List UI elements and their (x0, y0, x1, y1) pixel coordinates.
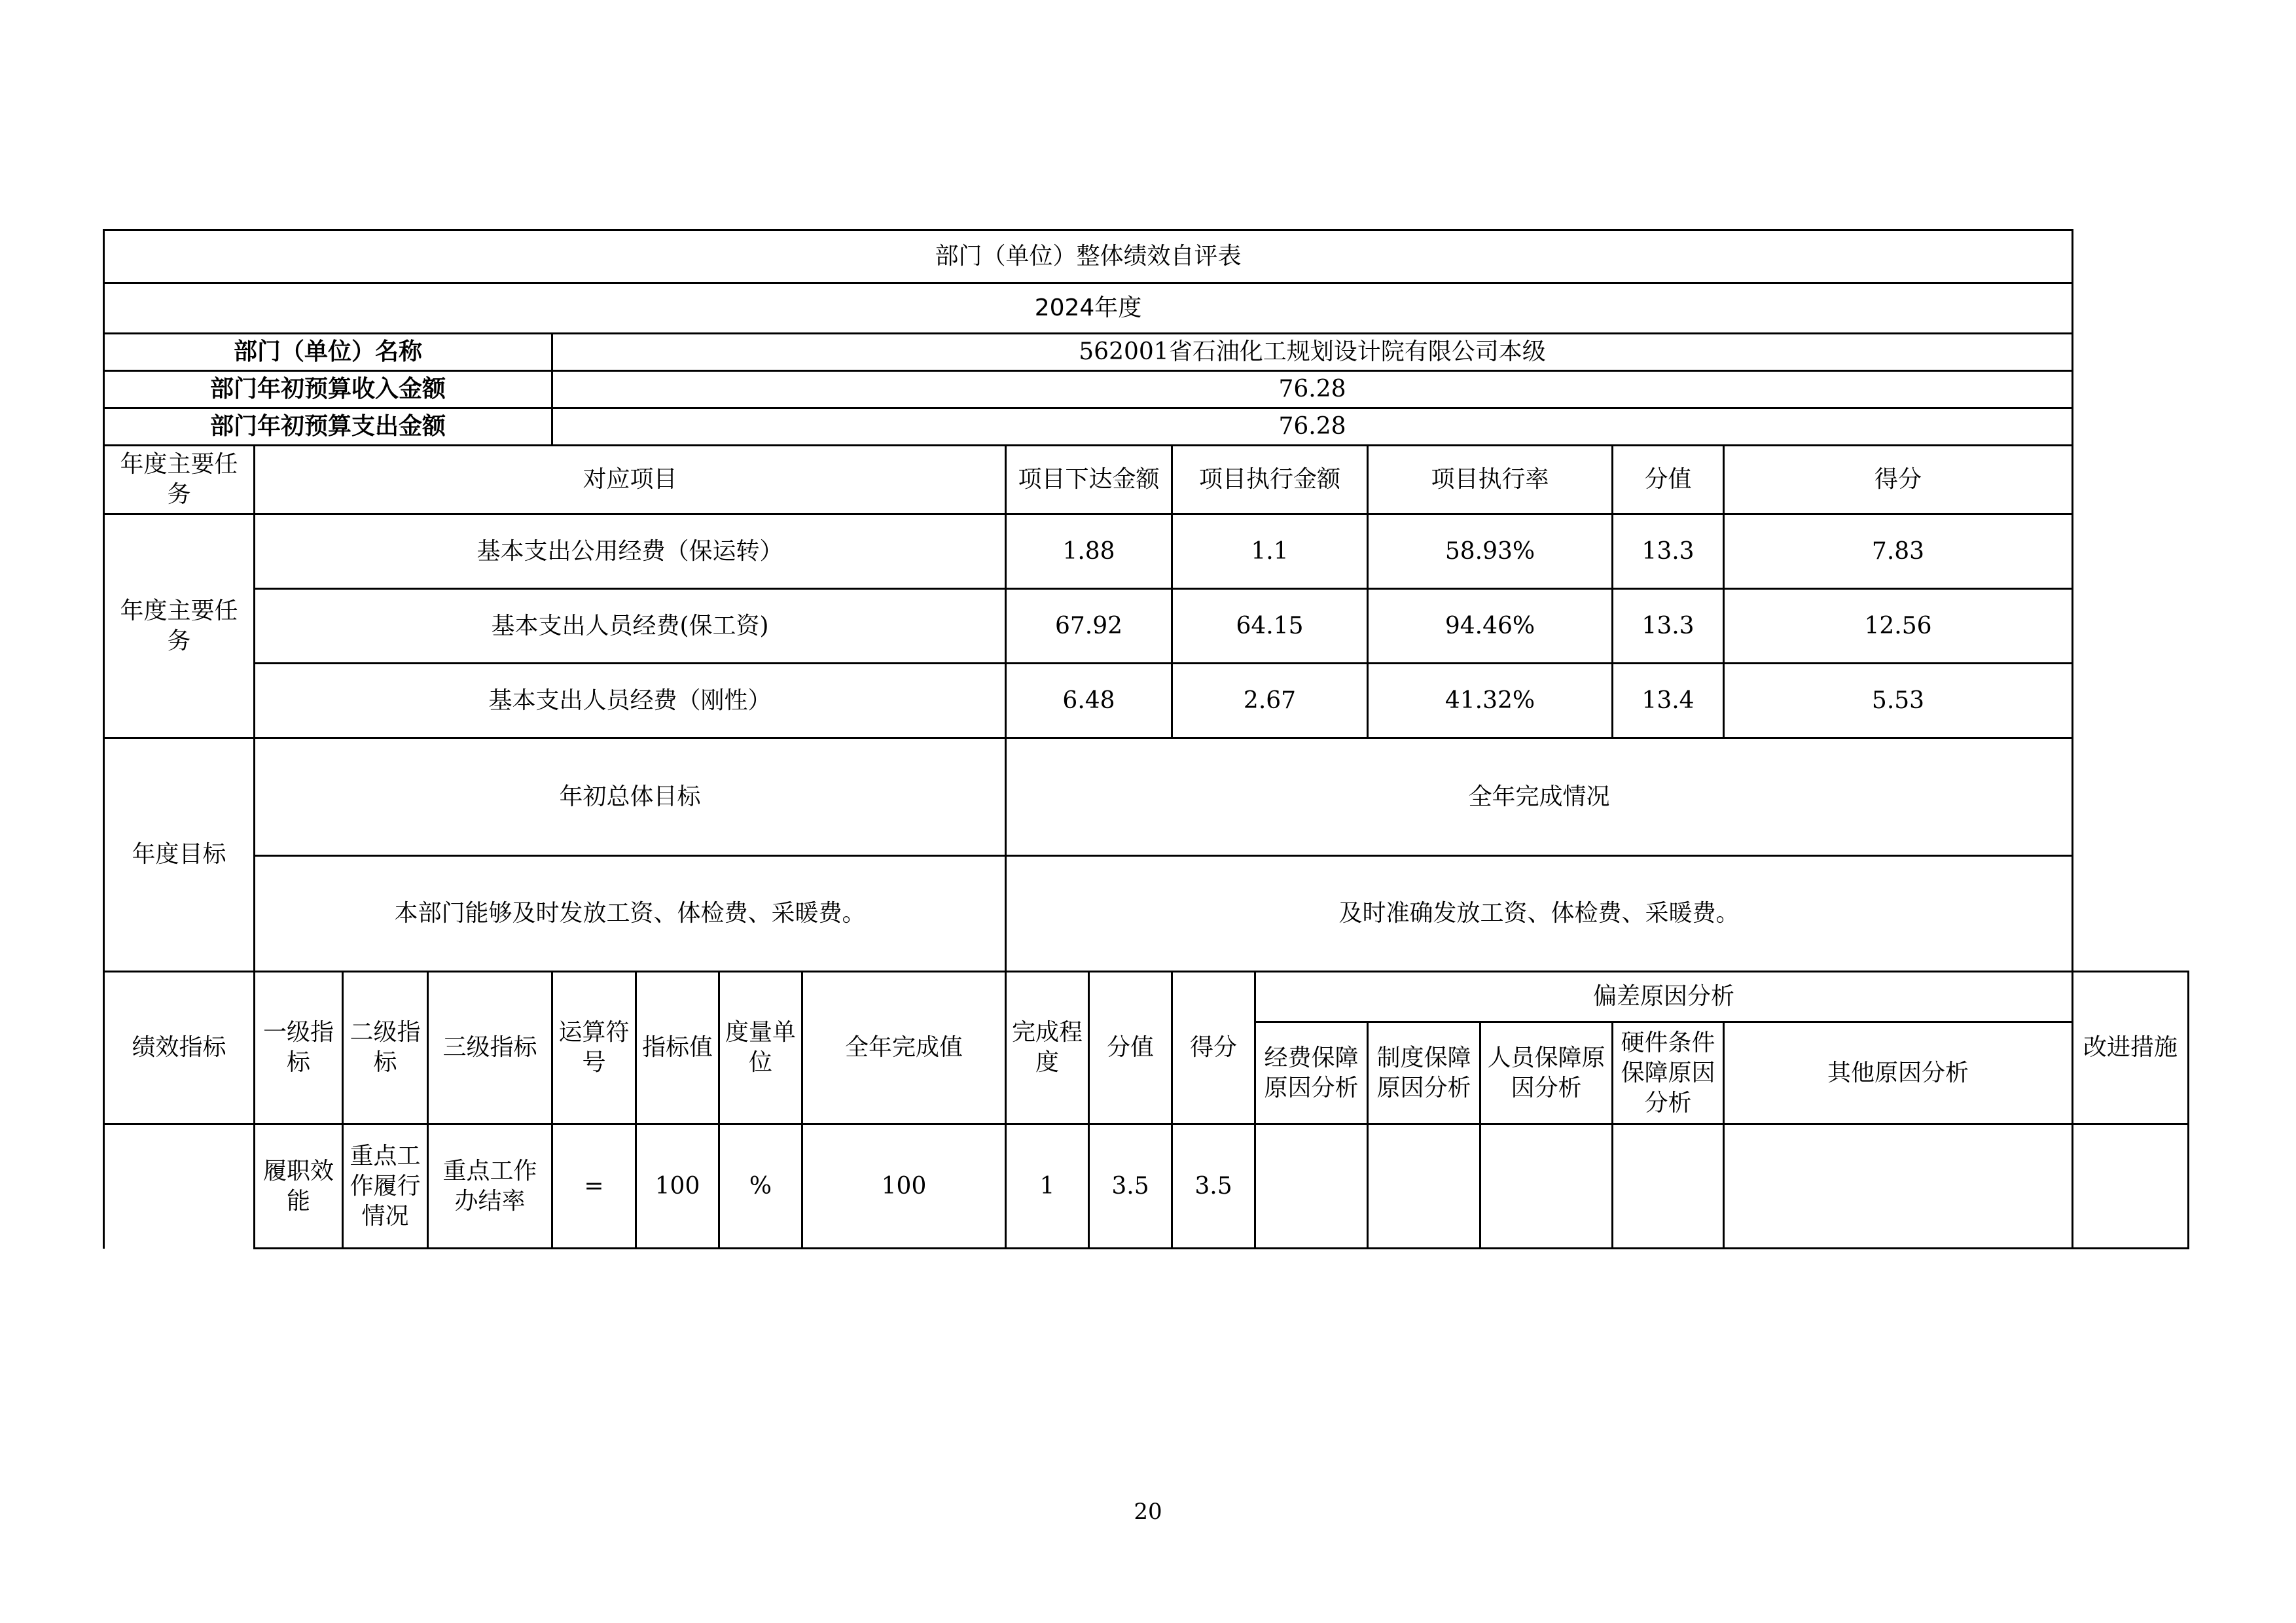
ind-dev-staff (1480, 1124, 1613, 1249)
ind-header-score-value: 分值 (1089, 972, 1172, 1124)
ind-level2: 重点工作履行情况 (343, 1124, 428, 1249)
col-header-project: 对应项目 (255, 446, 1006, 514)
table-title: 部门（单位）整体绩效自评表 (104, 230, 2073, 283)
page-number: 20 (1134, 1499, 1162, 1525)
ind-header-level3: 三级指标 (428, 972, 552, 1124)
task-rate: 58.93% (1368, 514, 1613, 589)
goals-completion-text: 及时准确发放工资、体检费、采暖费。 (1006, 856, 2073, 972)
col-header-rate: 项目执行率 (1368, 446, 1613, 514)
ind-completion: 1 (1006, 1124, 1089, 1249)
ind-score: 3.5 (1172, 1124, 1255, 1249)
indicator-row-label (104, 1124, 255, 1249)
ind-dev-other (1724, 1124, 2073, 1249)
ind-actual: 100 (802, 1124, 1006, 1249)
task-issued: 67.92 (1006, 589, 1172, 664)
task-item: 基本支出公用经费（保运转） (255, 514, 1006, 589)
fiscal-year: 2024年度 (104, 283, 2073, 334)
goals-initial-header: 年初总体目标 (255, 738, 1006, 856)
task-row (104, 514, 2189, 589)
ind-header-level2: 二级指标 (343, 972, 428, 1124)
ind-score-value: 3.5 (1089, 1124, 1172, 1249)
col-header-issued: 项目下达金额 (1006, 446, 1172, 514)
ind-unit: % (719, 1124, 802, 1249)
goals-completion-header: 全年完成情况 (1006, 738, 2073, 856)
ind-header-operator: 运算符号 (552, 972, 636, 1124)
task-score-value: 13.3 (1613, 589, 1724, 664)
ind-target: 100 (636, 1124, 719, 1249)
task-item: 基本支出人员经费(保工资) (255, 589, 1006, 664)
col-header-executed: 项目执行金额 (1172, 446, 1368, 514)
ind-level3: 重点工作办结率 (428, 1124, 552, 1249)
task-row (104, 589, 2189, 664)
ind-header-dev-other: 其他原因分析 (1724, 1022, 2073, 1124)
ind-level1: 履职效能 (255, 1124, 343, 1249)
tasks-row-label: 年度主要任务 (104, 514, 255, 738)
goals-label: 年度目标 (104, 738, 255, 972)
budget-income-value: 76.28 (552, 371, 2073, 408)
ind-dev-funding (1255, 1124, 1368, 1249)
tasks-header-label: 年度主要任务 (104, 446, 255, 514)
indicator-row (104, 1124, 2189, 1249)
task-rate: 94.46% (1368, 589, 1613, 664)
ind-header-dev-funding: 经费保障原因分析 (1255, 1022, 1368, 1124)
task-row (104, 664, 2189, 738)
unit-name-label: 部门（单位）名称 (104, 334, 552, 371)
task-executed: 1.1 (1172, 514, 1368, 589)
task-score-value: 13.4 (1613, 664, 1724, 738)
ind-header-improve: 改进措施 (2073, 972, 2189, 1124)
ind-header-score: 得分 (1172, 972, 1255, 1124)
ind-header-dev-system: 制度保障原因分析 (1368, 1022, 1480, 1124)
task-score: 5.53 (1724, 664, 2073, 738)
task-score-value: 13.3 (1613, 514, 1724, 589)
col-header-score: 得分 (1724, 446, 2073, 514)
ind-operator: = (552, 1124, 636, 1249)
ind-dev-system (1368, 1124, 1480, 1249)
ind-header-dev-staff: 人员保障原因分析 (1480, 1022, 1613, 1124)
ind-header-actual: 全年完成值 (802, 972, 1006, 1124)
ind-dev-hardware (1613, 1124, 1724, 1249)
ind-header-level1: 一级指标 (255, 972, 343, 1124)
indicators-label: 绩效指标 (104, 972, 255, 1124)
ind-header-deviation: 偏差原因分析 (1255, 972, 2073, 1022)
budget-expense-label: 部门年初预算支出金额 (104, 408, 552, 446)
ind-header-dev-hardware: 硬件条件保障原因分析 (1613, 1022, 1724, 1124)
unit-name-value: 562001省石油化工规划设计院有限公司本级 (552, 334, 2073, 371)
task-issued: 6.48 (1006, 664, 1172, 738)
task-rate: 41.32% (1368, 664, 1613, 738)
self-evaluation-table (103, 229, 2189, 1249)
task-issued: 1.88 (1006, 514, 1172, 589)
ind-improve (2073, 1124, 2189, 1249)
task-score: 7.83 (1724, 514, 2073, 589)
task-score: 12.56 (1724, 589, 2073, 664)
col-header-score-value: 分值 (1613, 446, 1724, 514)
task-executed: 64.15 (1172, 589, 1368, 664)
task-executed: 2.67 (1172, 664, 1368, 738)
ind-header-unit: 度量单位 (719, 972, 802, 1124)
budget-income-label: 部门年初预算收入金额 (104, 371, 552, 408)
ind-header-completion: 完成程度 (1006, 972, 1089, 1124)
task-item: 基本支出人员经费（刚性） (255, 664, 1006, 738)
ind-header-target: 指标值 (636, 972, 719, 1124)
goals-initial-text: 本部门能够及时发放工资、体检费、采暖费。 (255, 856, 1006, 972)
budget-expense-value: 76.28 (552, 408, 2073, 446)
